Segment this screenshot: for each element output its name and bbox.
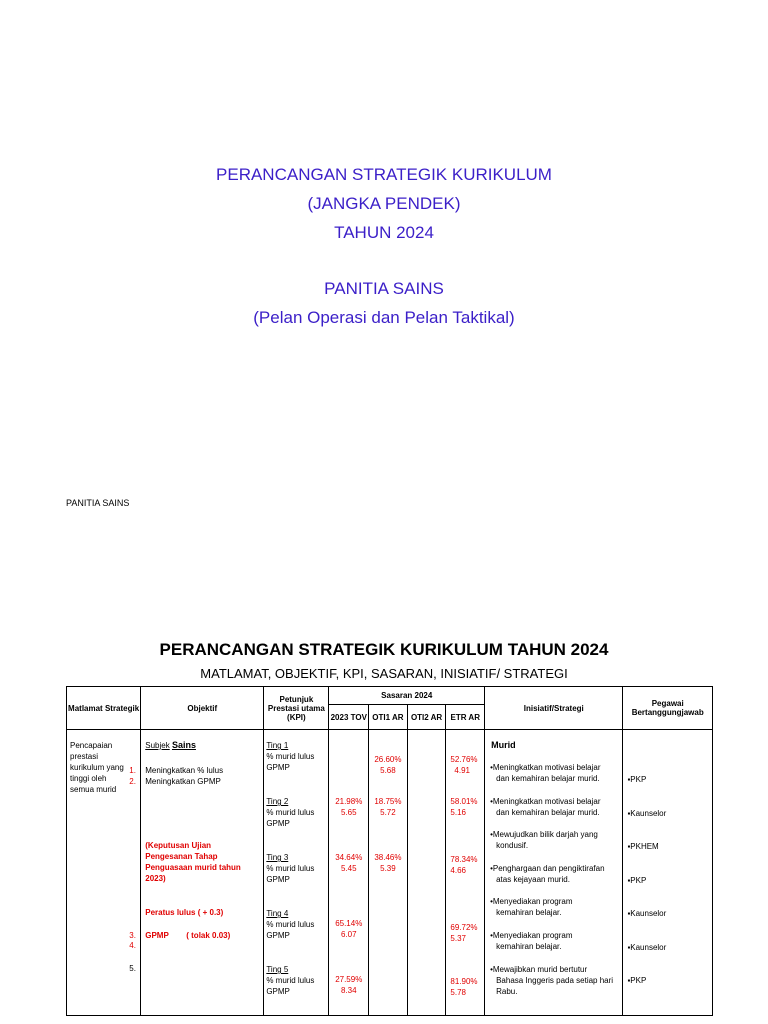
inisiatif-item-3: •Mewujudkan bilik darjah yang kondusif. (490, 830, 598, 850)
inisiatif-heading: Murid (491, 740, 516, 750)
cover-title-line3: TAHUN 2024 (334, 223, 434, 242)
etr-ting4: 69.72% 5.37 (450, 923, 478, 943)
objektif-tolak: ( tolak 0.03) (186, 931, 231, 940)
kpi-ting1: Ting 1 % murid lulus GPMP (266, 741, 315, 772)
pegawai-5: ▪Kaunselor (627, 909, 667, 918)
objektif-num2: 2. (129, 777, 136, 786)
header-kpi: Petunjuk Prestasi utama (KPI) (264, 687, 329, 730)
pegawai-4: ▪PKP (627, 876, 647, 885)
oti1-ting2: 18.75% 5.72 (374, 797, 402, 817)
etr-ting2: 58.01% 5.16 (450, 797, 478, 817)
pegawai-2: ▪Kaunselor (627, 809, 667, 818)
kpi-ting2: Ting 2 % murid lulus GPMP (266, 797, 315, 828)
page2-subtitle: MATLAMAT, OBJEKTIF, KPI, SASARAN, INISIATIF/ STRATEGI (200, 666, 568, 681)
pegawai-6: ▪Kaunselor (627, 943, 667, 952)
header-tov: 2023 TOV (329, 705, 369, 730)
objektif-item1: Meningkatkan % lulus (145, 766, 224, 775)
inisiatif-item-6: •Menyediakan program kemahiran belajar. (490, 931, 573, 951)
oti1-ting3: 38.46% 5.39 (374, 853, 402, 873)
oti1-ting1: 26.60% 5.68 (374, 755, 402, 775)
pegawai-7: ▪PKP (627, 976, 647, 985)
etr-ting1: 52.76% 4.91 (450, 755, 478, 775)
inisiatif-item-7: •Mewajibkan murid bertutur Bahasa Inggeris pada setiap hari Rabu. (490, 965, 614, 996)
cell-oti1 (369, 730, 408, 1016)
cell-inisiatif (485, 730, 623, 1016)
kpi-ting3: Ting 3 % murid lulus GPMP (266, 853, 315, 884)
cover-title-line4: PANITIA SAINS (324, 279, 444, 298)
header-etr: ETR AR (446, 705, 485, 730)
page2-title: PERANCANGAN STRATEGIK KURIKULUM TAHUN 2024 (159, 640, 609, 659)
inisiatif-item-4: •Penghargaan dan pengiktirafan atas kejayaan murid. (490, 864, 605, 884)
cell-oti2 (407, 730, 446, 1016)
tov-ting3: 34.64% 5.45 (335, 853, 363, 873)
objektif-gpmp: GPMP (145, 931, 169, 940)
cover-title-line1: PERANCANGAN STRATEGIK KURIKULUM (216, 165, 552, 184)
inisiatif-item-5: •Menyediakan program kemahiran belajar. (490, 897, 573, 917)
pegawai-1: ▪PKP (627, 775, 647, 784)
footer-label: PANITIA SAINS (66, 498, 130, 508)
cell-pegawai (623, 730, 713, 1016)
kpi-ting5: Ting 5 % murid lulus GPMP (266, 965, 315, 996)
kpi-ting4: Ting 4 % murid lulus GPMP (266, 909, 315, 940)
etr-ting5: 81.90% 5.78 (450, 977, 478, 997)
matlamat-text: Pencapaian prestasi kurikulum yang tinggi oleh semua murid (70, 741, 124, 794)
objektif-note: (Keputusan Ujian Pengesanan Tahap Penguasaan murid tahun 2023) (145, 841, 241, 883)
inisiatif-item-2: •Meningkatkan motivasi belajar dan kemahiran belajar murid. (490, 797, 601, 817)
inisiatif-item-1: •Meningkatkan motivasi belajar dan kemahiran belajar murid. (490, 763, 601, 783)
objektif-item2: Meningkatkan GPMP (145, 777, 221, 786)
cell-kpi (264, 730, 329, 1016)
header-inisiatif: Inisiatif/Strategi (485, 687, 623, 730)
tov-ting5: 27.59% 8.34 (335, 975, 363, 995)
cell-objektif (129, 730, 264, 1016)
header-pegawai: Pegawai Bertanggungjawab (623, 687, 713, 730)
subjek-label: Subjek (145, 741, 170, 750)
header-oti1: OTI1 AR (369, 705, 408, 730)
header-sasaran: Sasaran 2024 (329, 687, 485, 705)
cover-title-line2: (JANGKA PENDEK) (307, 194, 461, 213)
cover-title-line5: (Pelan Operasi dan Pelan Taktikal) (253, 308, 515, 327)
pegawai-3: ▪PKHEM (627, 842, 659, 851)
cover-title-block (0, 160, 768, 332)
header-objektif: Objektif (141, 687, 264, 730)
cell-etr (446, 730, 485, 1016)
header-oti2: OTI2 AR (407, 705, 446, 730)
objektif-num4: 4. (129, 941, 136, 950)
objektif-num3: 3. (129, 931, 136, 940)
cell-tov (329, 730, 369, 1016)
objektif-num5: 5. (129, 964, 136, 973)
tov-ting2: 21.98% 5.65 (335, 797, 363, 817)
tov-ting4: 65.14% 6.07 (335, 919, 363, 939)
objektif-num1: 1. (129, 766, 136, 775)
objektif-peratus: Peratus lulus ( + 0.3) (145, 908, 224, 917)
subjek-value: Sains (171, 740, 196, 750)
subjek-line (145, 740, 196, 751)
etr-ting3: 78.34% 4.66 (450, 855, 478, 875)
strategy-table (66, 686, 713, 1016)
header-matlamat: Matlamat Strategik (67, 687, 141, 730)
